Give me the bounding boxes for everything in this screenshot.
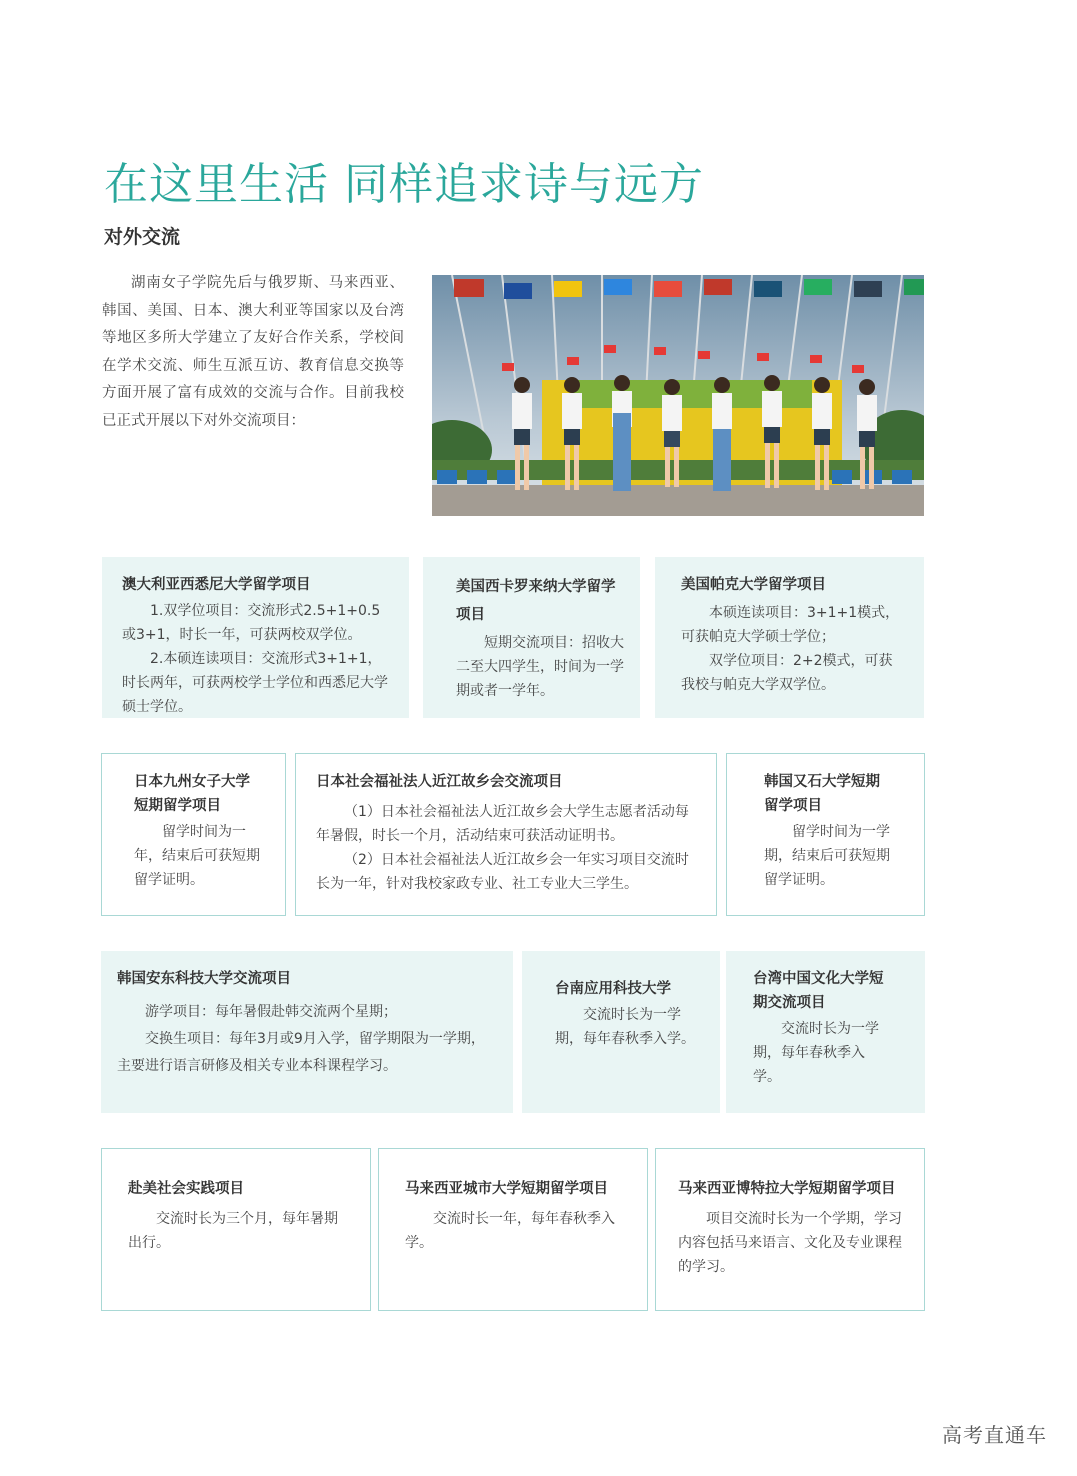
project-card bbox=[423, 557, 640, 718]
project-text: 交流时长一年，每年春秋季入学。 bbox=[405, 1211, 615, 1251]
project-text: 1.双学位项目：交流形式2.5+1+0.5或3+1，时长一年，可获两校双学位。 bbox=[122, 603, 381, 643]
footer-watermark: 高考直通车 bbox=[942, 1423, 1047, 1447]
project-text: （2）日本社会福祉法人近江故乡会一年实习项目交流时长为一年，针对我校家政专业、社工专业大三学生。 bbox=[316, 852, 689, 892]
project-card bbox=[522, 951, 720, 1113]
project-text: （1）日本社会福祉法人近江故乡会大学生志愿者活动每年暑假，时长一个月，活动结束可获活动证明书。 bbox=[316, 804, 689, 844]
project-text: 短期交流项目：招收大二至大四学生，时间为一学期或者一学年。 bbox=[456, 635, 624, 699]
project-text: 交流时长为一学期，每年春秋季入学。 bbox=[753, 1021, 879, 1085]
project-card bbox=[655, 1148, 925, 1311]
project-card bbox=[726, 951, 925, 1113]
project-text: 游学项目：每年暑假赴韩交流两个星期； bbox=[145, 1004, 397, 1020]
project-text: 留学时间为一年，结束后可获短期留学证明。 bbox=[134, 824, 260, 888]
project-card bbox=[726, 753, 925, 916]
project-card bbox=[102, 557, 409, 718]
project-card bbox=[101, 1148, 371, 1311]
section-heading: 对外交流 bbox=[104, 226, 181, 248]
page-title: 在这里生活 同样追求诗与远方 bbox=[104, 159, 704, 210]
project-text: 项目交流时长为一个学期，学习内容包括马来语言、文化及专业课程的学习。 bbox=[678, 1211, 902, 1275]
project-text: 留学时间为一学期，结束后可获短期留学证明。 bbox=[764, 824, 890, 888]
project-title: 美国帕克大学留学项目 bbox=[681, 577, 826, 593]
project-text: 交流时长为一学期，每年春秋季入学。 bbox=[555, 1007, 695, 1047]
project-title: 赴美社会实践项目 bbox=[128, 1181, 244, 1197]
project-text: 交换生项目：每年3月或9月入学，留学期限为一学期，主要进行语言研修及相关专业本科课程学习。 bbox=[117, 1031, 485, 1074]
project-card bbox=[101, 753, 286, 916]
project-title: 台湾中国文化大学短期交流项目 bbox=[753, 971, 884, 1011]
project-card bbox=[295, 753, 717, 916]
project-card bbox=[655, 557, 924, 718]
project-title: 日本九州女子大学短期留学项目 bbox=[134, 774, 250, 814]
project-title: 台南应用科技大学 bbox=[555, 981, 671, 997]
project-title: 马来西亚城市大学短期留学项目 bbox=[405, 1181, 608, 1197]
project-card bbox=[101, 951, 513, 1113]
project-text: 双学位项目：2+2模式，可获我校与帕克大学双学位。 bbox=[681, 653, 893, 693]
project-title: 韩国安东科技大学交流项目 bbox=[117, 971, 291, 987]
project-title: 美国西卡罗来纳大学留学项目 bbox=[456, 579, 616, 623]
students-with-flags-photo bbox=[432, 275, 924, 516]
project-title: 日本社会福祉法人近江故乡会交流项目 bbox=[316, 774, 563, 790]
intro-paragraph: 湖南女子学院先后与俄罗斯、马来西亚、韩国、美国、日本、澳大利亚等国家以及台湾等地区多所大学建立了友好合作关系，学校间在学术交流、师生互派互访、教育信息交换等方面开展了富有成效的交流与合作。目前我校已正式开展以下对外交流项目： bbox=[102, 275, 404, 429]
project-card bbox=[378, 1148, 648, 1311]
project-text: 交流时长为三个月，每年暑期出行。 bbox=[128, 1211, 338, 1251]
project-title: 马来西亚博特拉大学短期留学项目 bbox=[678, 1181, 896, 1197]
project-text: 2.本硕连读项目：交流形式3+1+1，时长两年，可获两校学士学位和西悉尼大学硕士学位。 bbox=[122, 651, 388, 715]
project-title: 澳大利亚西悉尼大学留学项目 bbox=[122, 577, 311, 593]
project-title: 韩国又石大学短期留学项目 bbox=[764, 774, 880, 814]
project-text: 本硕连读项目：3+1+1模式，可获帕克大学硕士学位； bbox=[681, 605, 900, 645]
